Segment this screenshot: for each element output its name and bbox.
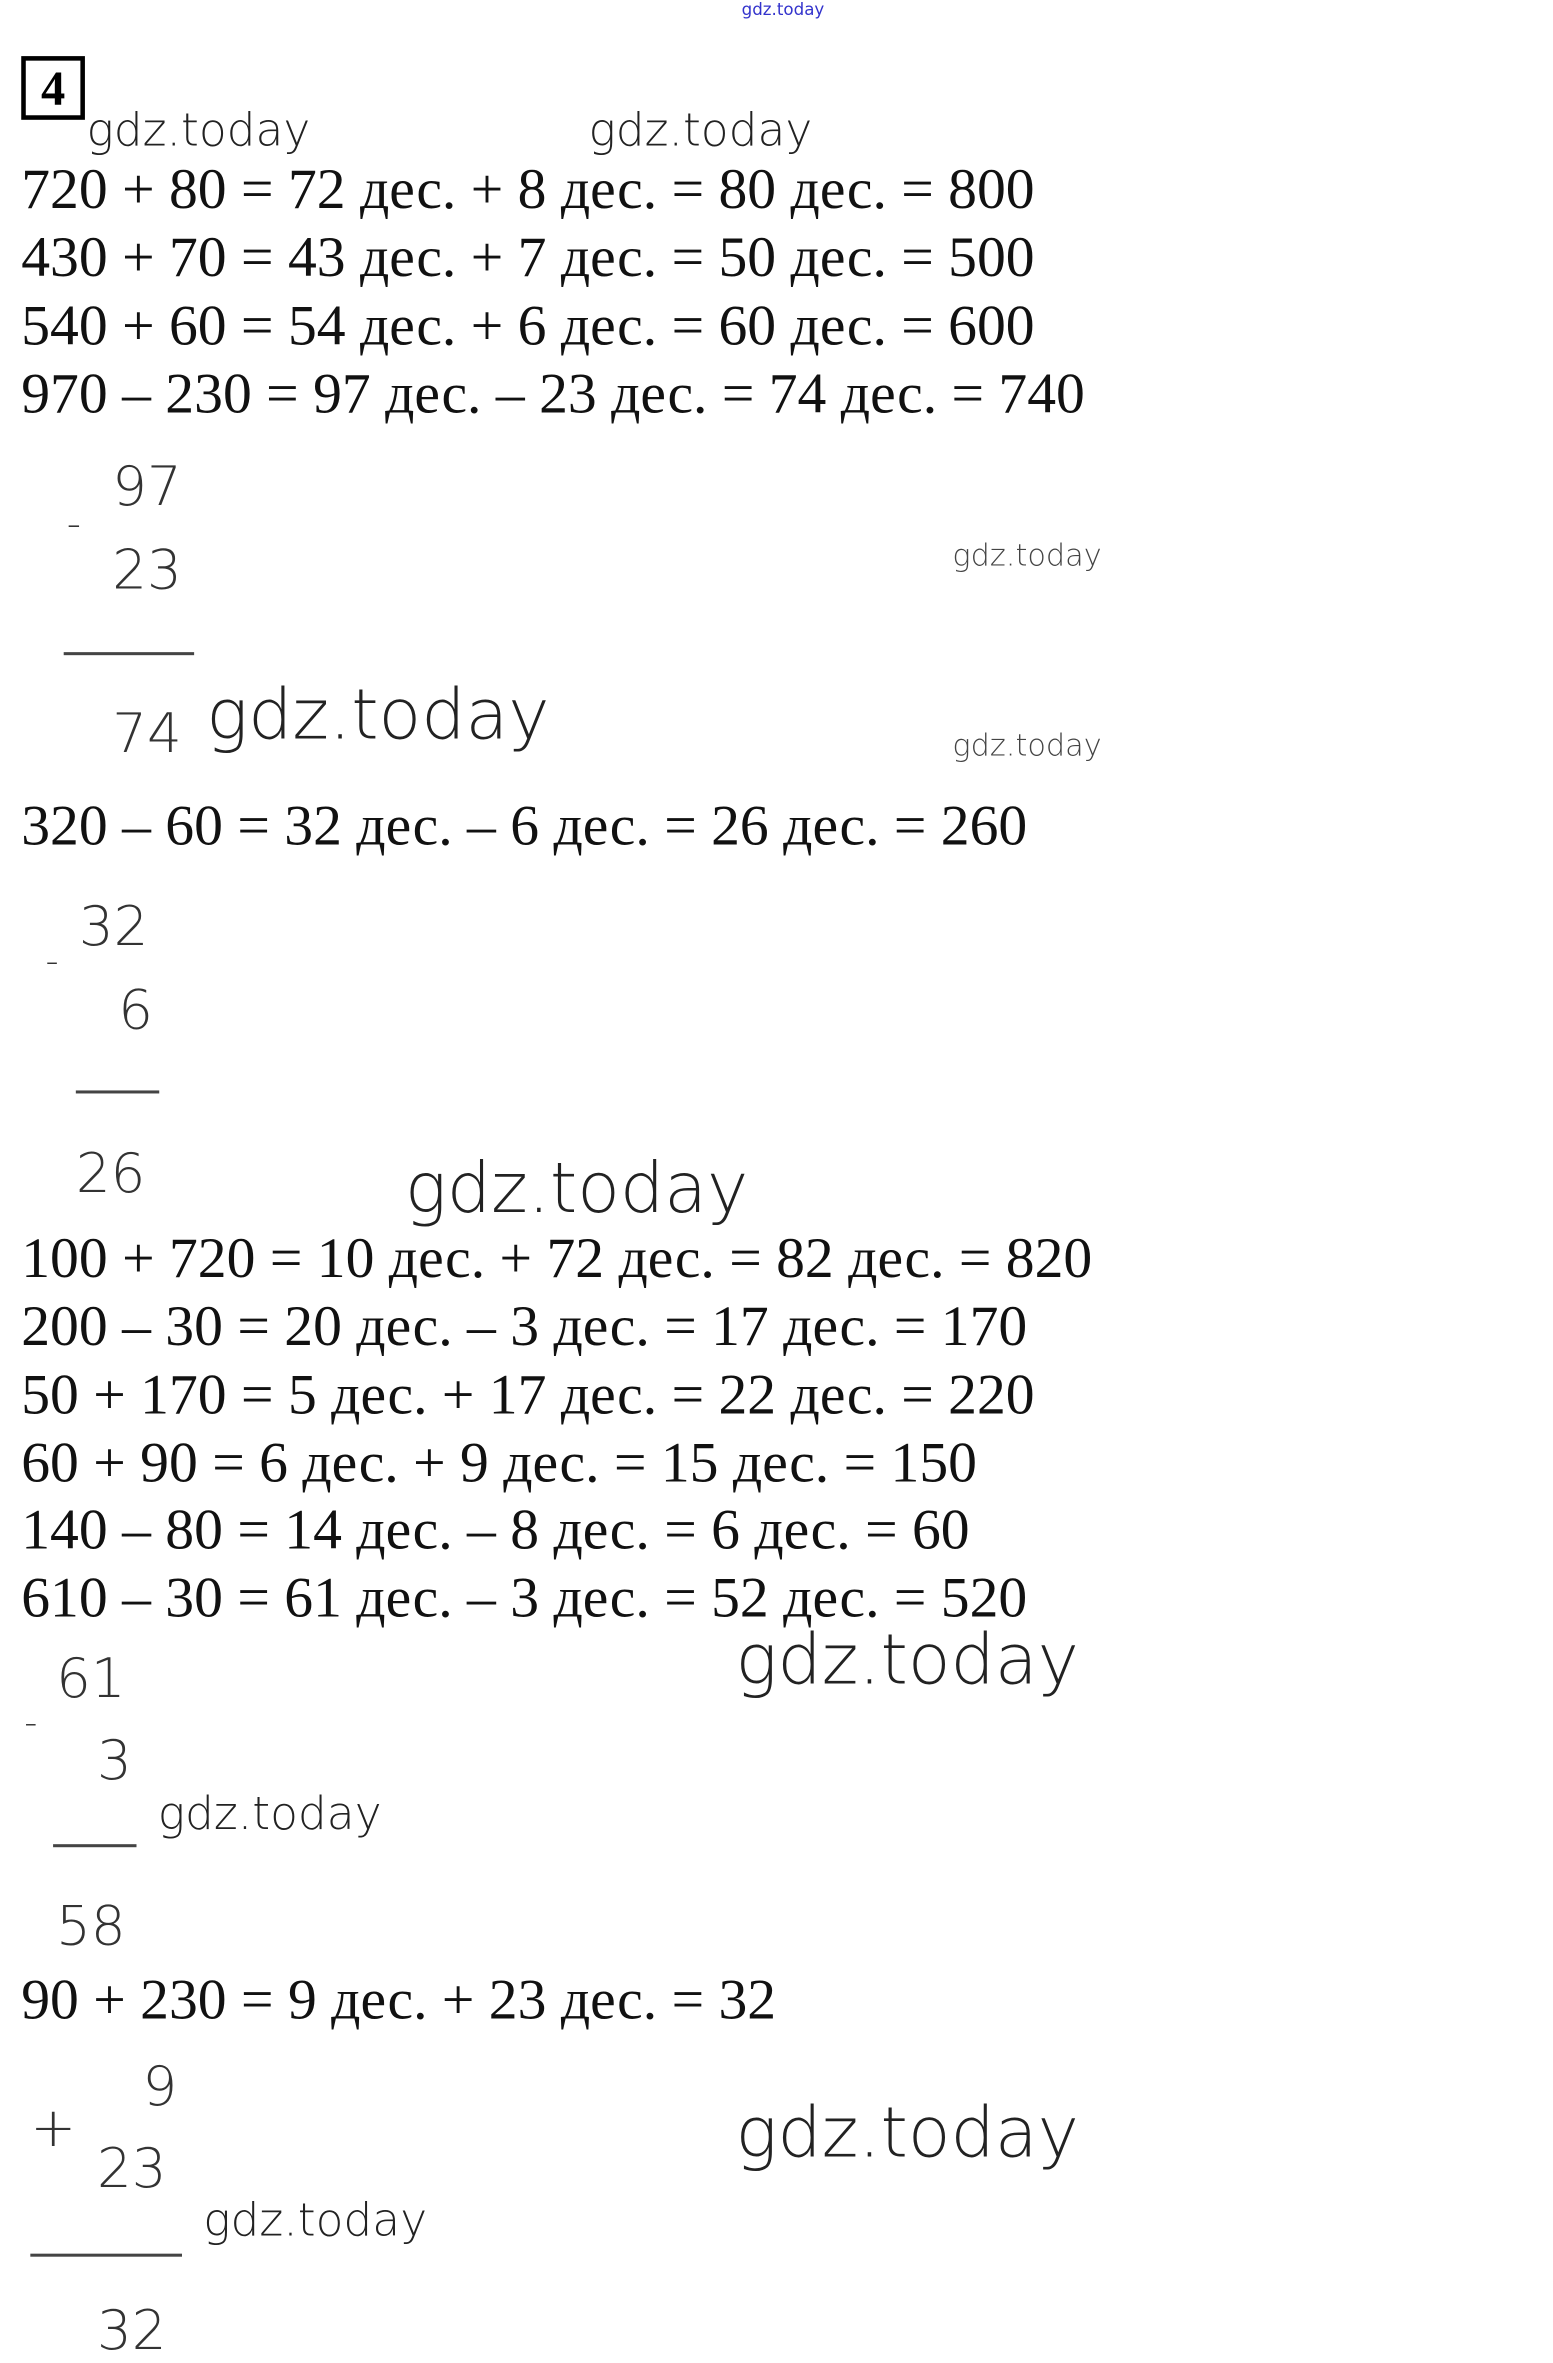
column-top: 97: [112, 456, 182, 519]
column-operator: -: [45, 940, 59, 983]
equation-line: 970 – 230 = 97 дес. – 23 дес. = 74 дес. = 740: [21, 362, 1085, 427]
watermark: gdz.today: [86, 104, 311, 158]
column-bottom: 23: [112, 539, 182, 603]
column-result: 58: [56, 1895, 126, 1958]
equation-line: 540 + 60 = 54 дес. + 6 дес. = 60 дес. = 600: [21, 294, 1035, 358]
watermark: gdz.today: [404, 1146, 749, 1229]
column-top: 32: [78, 896, 149, 959]
equation-line: 140 – 80 = 14 дес. – 8 дес. = 6 дес. = 60: [21, 1498, 970, 1563]
equation-line: 50 + 170 = 5 дес. + 17 дес. = 22 дес. = 220: [21, 1363, 1035, 1428]
equation-line: 430 + 70 = 43 дес. + 7 дес. = 50 дес. = 500: [21, 225, 1035, 290]
column-result: 32: [97, 2300, 167, 2363]
equation-line: 200 – 30 = 20 дес. – 3 дес. = 17 дес. = 170: [21, 1295, 1028, 1359]
column-rule: [64, 652, 194, 655]
watermark: gdz.today: [735, 2091, 1079, 2174]
column-top: 61: [56, 1648, 126, 1711]
watermark: gdz.today: [735, 1618, 1079, 1701]
watermark: gdz.today: [952, 726, 1102, 763]
watermark: gdz.today: [952, 536, 1102, 574]
column-bottom: 6: [118, 979, 154, 1042]
equation-line: 720 + 80 = 72 дес. + 8 дес. = 80 дес. = 800: [21, 157, 1035, 222]
column-bottom: 23: [97, 2138, 167, 2201]
watermark: gdz.today: [206, 673, 550, 756]
column-operator: -: [66, 501, 81, 548]
column-rule: [30, 2254, 182, 2257]
equation-line: 90 + 230 = 9 дес. + 23 дес. = 32: [21, 1968, 777, 2033]
column-operator: -: [24, 1701, 38, 1745]
column-result: 74: [112, 703, 182, 766]
column-top: 9: [142, 2056, 178, 2119]
equation-line: 60 + 90 = 6 дес. + 9 дес. = 15 дес. = 150: [21, 1431, 977, 1496]
column-result: 26: [75, 1143, 146, 1206]
task-number-box: 4: [21, 56, 85, 120]
column-rule: [53, 1844, 136, 1847]
watermark: gdz.today: [588, 104, 813, 158]
watermark: gdz.today: [203, 2194, 428, 2248]
column-bottom: 3: [97, 1730, 132, 1793]
column-operator: +: [30, 2097, 77, 2160]
equation-line: 320 – 60 = 32 дес. – 6 дес. = 26 дес. = 260: [21, 794, 1028, 859]
watermark: gdz.today: [157, 1788, 382, 1842]
column-rule: [76, 1090, 159, 1093]
equation-line: 610 – 30 = 61 дес. – 3 дес. = 52 дес. = 520: [21, 1566, 1028, 1631]
equation-line: 100 + 720 = 10 дес. + 72 дес. = 82 дес. = 820: [21, 1226, 1093, 1291]
site-mark-top[interactable]: gdz.today: [741, 0, 825, 20]
